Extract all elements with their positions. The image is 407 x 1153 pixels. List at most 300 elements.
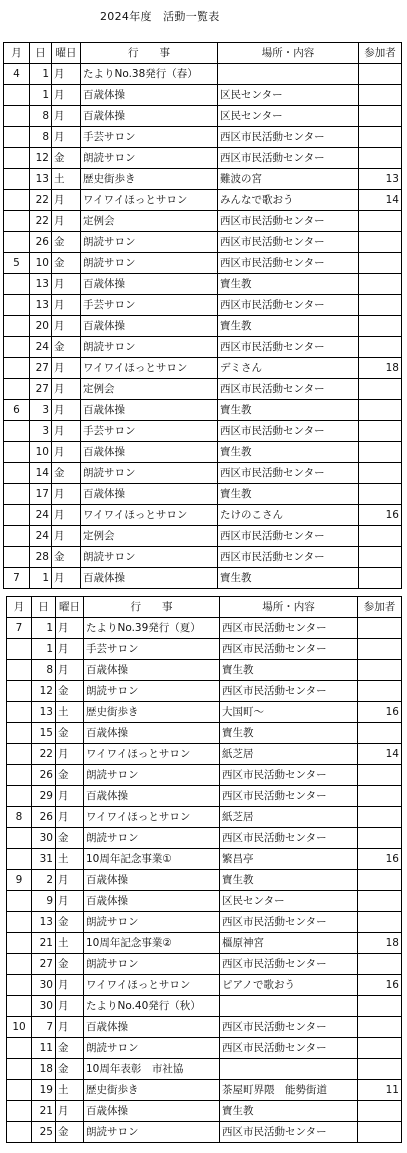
weekday-cell: 月	[52, 400, 81, 421]
weekday-cell: 土	[56, 933, 84, 954]
weekday-cell: 月	[52, 379, 81, 400]
event-cell: 朗読サロン	[81, 337, 218, 358]
table-row	[4, 148, 402, 169]
day-cell: 13	[32, 912, 56, 933]
weekday-cell: 土	[56, 702, 84, 723]
month-cell	[4, 232, 30, 253]
participants-cell	[358, 891, 402, 912]
day-cell: 13	[30, 295, 52, 316]
day-cell: 27	[30, 379, 52, 400]
month-cell	[4, 358, 30, 379]
event-cell: 朗読サロン	[84, 912, 220, 933]
month-cell	[7, 786, 32, 807]
place-cell: 大国町～	[220, 702, 358, 723]
event-cell: 歴史街歩き	[84, 702, 220, 723]
event-cell: 朗読サロン	[81, 463, 218, 484]
month-cell	[4, 148, 30, 169]
day-cell: 8	[32, 660, 56, 681]
month-cell	[7, 765, 32, 786]
weekday-cell: 月	[56, 996, 84, 1017]
month-cell	[4, 274, 30, 295]
month-cell	[4, 106, 30, 127]
day-cell: 7	[32, 1017, 56, 1038]
place-cell: 寶生教	[218, 484, 359, 505]
place-cell: 西区市民活動センター	[220, 786, 358, 807]
header-place: 場所・内容	[220, 597, 358, 618]
event-cell: 百歳体操	[84, 1017, 220, 1038]
event-cell: 百歳体操	[81, 316, 218, 337]
header-weekday: 曜日	[52, 43, 81, 64]
day-cell: 1	[30, 64, 52, 85]
header-event: 行 事	[81, 43, 218, 64]
event-cell: 百歳体操	[84, 891, 220, 912]
month-cell	[4, 127, 30, 148]
place-cell: 西区市民活動センター	[220, 1017, 358, 1038]
day-cell: 13	[32, 702, 56, 723]
weekday-cell: 土	[56, 849, 84, 870]
event-cell: たよりNo.38発行（春）	[81, 64, 218, 85]
participants-cell	[358, 639, 402, 660]
weekday-cell: 月	[52, 526, 81, 547]
event-cell: 定例会	[81, 379, 218, 400]
participants-cell: 16	[359, 505, 402, 526]
day-cell: 29	[32, 786, 56, 807]
event-cell: 百歳体操	[81, 85, 218, 106]
month-cell: 6	[4, 400, 30, 421]
participants-cell: 14	[358, 744, 402, 765]
participants-cell	[359, 379, 402, 400]
table-row	[4, 316, 402, 337]
participants-cell	[359, 316, 402, 337]
day-cell: 1	[32, 618, 56, 639]
participants-cell	[358, 912, 402, 933]
event-cell: ワイワイほっとサロン	[81, 358, 218, 379]
day-cell: 8	[30, 127, 52, 148]
event-cell: 朗読サロン	[81, 547, 218, 568]
table-row	[4, 127, 402, 148]
participants-cell: 16	[358, 702, 402, 723]
weekday-cell: 月	[52, 190, 81, 211]
month-cell	[4, 463, 30, 484]
weekday-cell: 金	[56, 912, 84, 933]
place-cell: 西区市民活動センター	[218, 421, 359, 442]
table-row	[4, 190, 402, 211]
participants-cell	[358, 1059, 402, 1080]
month-cell	[7, 891, 32, 912]
month-cell	[7, 828, 32, 849]
participants-cell	[359, 295, 402, 316]
place-cell: 西区市民活動センター	[220, 954, 358, 975]
weekday-cell: 月	[52, 85, 81, 106]
month-cell	[7, 1101, 32, 1122]
place-cell: 西区市民活動センター	[220, 1038, 358, 1059]
event-cell: 朗読サロン	[81, 148, 218, 169]
day-cell: 8	[30, 106, 52, 127]
month-cell	[4, 337, 30, 358]
event-cell: 朗読サロン	[84, 1122, 220, 1143]
place-cell: 西区市民活動センター	[218, 232, 359, 253]
weekday-cell: 月	[56, 807, 84, 828]
day-cell: 30	[32, 828, 56, 849]
weekday-cell: 金	[52, 337, 81, 358]
weekday-cell: 月	[56, 1017, 84, 1038]
event-cell: 百歳体操	[84, 723, 220, 744]
place-cell: 西区市民活動センター	[218, 148, 359, 169]
table-row	[4, 421, 402, 442]
day-cell: 17	[30, 484, 52, 505]
event-cell: 朗読サロン	[84, 954, 220, 975]
day-cell: 24	[30, 505, 52, 526]
table-row	[4, 85, 402, 106]
event-cell: 10周年記念事業②	[84, 933, 220, 954]
table-row	[4, 463, 402, 484]
header-day: 日	[30, 43, 52, 64]
weekday-cell: 土	[56, 1080, 84, 1101]
month-cell	[7, 639, 32, 660]
schedule-table-1	[3, 42, 402, 589]
month-cell	[4, 484, 30, 505]
header-weekday: 曜日	[56, 597, 84, 618]
table-row	[7, 1038, 402, 1059]
participants-cell: 18	[358, 933, 402, 954]
table-row	[7, 870, 402, 891]
table-row	[7, 1122, 402, 1143]
table-row	[7, 1017, 402, 1038]
participants-cell	[358, 996, 402, 1017]
place-cell: 西区市民活動センター	[220, 639, 358, 660]
weekday-cell: 月	[56, 660, 84, 681]
participants-cell	[358, 660, 402, 681]
participants-cell	[359, 253, 402, 274]
table-header-row	[7, 597, 402, 618]
table-row	[4, 484, 402, 505]
table-row	[4, 232, 402, 253]
weekday-cell: 金	[56, 1059, 84, 1080]
table-row	[4, 106, 402, 127]
participants-cell	[358, 1038, 402, 1059]
table-row	[4, 64, 402, 85]
month-cell	[7, 702, 32, 723]
header-day: 日	[32, 597, 56, 618]
weekday-cell: 土	[52, 169, 81, 190]
month-cell: 8	[7, 807, 32, 828]
participants-cell	[359, 232, 402, 253]
weekday-cell: 月	[52, 295, 81, 316]
month-cell	[7, 1122, 32, 1143]
day-cell: 27	[32, 954, 56, 975]
month-cell	[7, 723, 32, 744]
participants-cell	[358, 1101, 402, 1122]
table-row	[4, 274, 402, 295]
event-cell: 10周年記念事業①	[84, 849, 220, 870]
table-row	[4, 211, 402, 232]
participants-cell	[359, 463, 402, 484]
weekday-cell: 金	[56, 954, 84, 975]
weekday-cell: 月	[52, 442, 81, 463]
event-cell: 10周年表彰 市社協	[84, 1059, 220, 1080]
table-row	[7, 933, 402, 954]
participants-cell	[358, 1017, 402, 1038]
participants-cell	[358, 807, 402, 828]
place-cell: 西区市民活動センター	[218, 253, 359, 274]
day-cell: 26	[30, 232, 52, 253]
day-cell: 2	[32, 870, 56, 891]
table-row	[7, 954, 402, 975]
month-cell	[7, 954, 32, 975]
month-cell: 9	[7, 870, 32, 891]
place-cell: みんなで歌おう	[218, 190, 359, 211]
weekday-cell: 月	[52, 106, 81, 127]
place-cell: たけのこさん	[218, 505, 359, 526]
day-cell: 14	[30, 463, 52, 484]
month-cell	[7, 1038, 32, 1059]
place-cell	[218, 64, 359, 85]
place-cell: 西区市民活動センター	[218, 295, 359, 316]
place-cell: 区民センター	[220, 891, 358, 912]
month-cell	[7, 681, 32, 702]
weekday-cell: 金	[52, 547, 81, 568]
table-row	[7, 681, 402, 702]
participants-cell	[359, 127, 402, 148]
day-cell: 1	[30, 568, 52, 589]
place-cell: 西区市民活動センター	[218, 547, 359, 568]
place-cell: 紙芝居	[220, 744, 358, 765]
table-row	[7, 1059, 402, 1080]
participants-cell: 13	[359, 169, 402, 190]
weekday-cell: 月	[52, 421, 81, 442]
weekday-cell: 金	[56, 681, 84, 702]
event-cell: 百歳体操	[81, 484, 218, 505]
event-cell: 手芸サロン	[84, 639, 220, 660]
header-place: 場所・内容	[218, 43, 359, 64]
place-cell: 西区市民活動センター	[220, 681, 358, 702]
table-row	[4, 568, 402, 589]
month-cell	[7, 849, 32, 870]
participants-cell	[359, 211, 402, 232]
place-cell: 寶生教	[218, 316, 359, 337]
header-participants: 参加者	[358, 597, 402, 618]
place-cell: 寶生教	[220, 660, 358, 681]
event-cell: 定例会	[81, 526, 218, 547]
weekday-cell: 月	[52, 127, 81, 148]
table-header-row	[4, 43, 402, 64]
month-cell	[4, 442, 30, 463]
header-event: 行 事	[84, 597, 220, 618]
day-cell: 3	[30, 421, 52, 442]
participants-cell	[358, 870, 402, 891]
participants-cell	[359, 85, 402, 106]
table-row	[7, 1080, 402, 1101]
event-cell: 百歳体操	[84, 786, 220, 807]
place-cell: 西区市民活動センター	[220, 1122, 358, 1143]
month-cell: 4	[4, 64, 30, 85]
month-cell	[4, 295, 30, 316]
event-cell: たよりNo.39発行（夏）	[84, 618, 220, 639]
event-cell: ワイワイほっとサロン	[84, 975, 220, 996]
month-cell: 5	[4, 253, 30, 274]
participants-cell	[359, 274, 402, 295]
place-cell: 西区市民活動センター	[218, 463, 359, 484]
participants-cell: 11	[358, 1080, 402, 1101]
event-cell: 百歳体操	[84, 1101, 220, 1122]
day-cell: 24	[30, 526, 52, 547]
participants-cell: 14	[359, 190, 402, 211]
weekday-cell: 月	[52, 274, 81, 295]
weekday-cell: 月	[56, 618, 84, 639]
day-cell: 19	[32, 1080, 56, 1101]
event-cell: 百歳体操	[84, 660, 220, 681]
day-cell: 22	[32, 744, 56, 765]
place-cell: 寶生教	[218, 442, 359, 463]
event-cell: ワイワイほっとサロン	[84, 807, 220, 828]
place-cell: 寶生教	[218, 400, 359, 421]
place-cell: 西区市民活動センター	[220, 912, 358, 933]
month-cell	[7, 1059, 32, 1080]
participants-cell	[359, 337, 402, 358]
place-cell: 難波の宮	[218, 169, 359, 190]
day-cell: 22	[30, 190, 52, 211]
place-cell: 西区市民活動センター	[220, 765, 358, 786]
participants-cell	[358, 828, 402, 849]
participants-cell	[358, 723, 402, 744]
table-row	[4, 337, 402, 358]
table-row	[4, 358, 402, 379]
month-cell: 7	[4, 568, 30, 589]
weekday-cell: 金	[56, 828, 84, 849]
table-row	[7, 996, 402, 1017]
day-cell: 13	[30, 169, 52, 190]
month-cell	[7, 933, 32, 954]
weekday-cell: 金	[52, 148, 81, 169]
participants-cell	[358, 786, 402, 807]
table-row	[7, 975, 402, 996]
participants-cell	[358, 765, 402, 786]
day-cell: 25	[32, 1122, 56, 1143]
place-cell: 西区市民活動センター	[218, 211, 359, 232]
participants-cell	[358, 954, 402, 975]
place-cell: 区民センター	[218, 85, 359, 106]
month-cell	[4, 547, 30, 568]
event-cell: 手芸サロン	[81, 295, 218, 316]
event-cell: 朗読サロン	[84, 681, 220, 702]
table-row	[7, 702, 402, 723]
weekday-cell: 月	[52, 358, 81, 379]
event-cell: ワイワイほっとサロン	[81, 190, 218, 211]
event-cell: 百歳体操	[81, 568, 218, 589]
event-cell: ワイワイほっとサロン	[81, 505, 218, 526]
header-participants: 参加者	[359, 43, 402, 64]
place-cell	[220, 1059, 358, 1080]
event-cell: 歴史街歩き	[84, 1080, 220, 1101]
weekday-cell: 金	[52, 463, 81, 484]
table-row	[7, 786, 402, 807]
place-cell: 寶生教	[220, 723, 358, 744]
weekday-cell: 月	[56, 786, 84, 807]
month-cell	[4, 211, 30, 232]
month-cell	[4, 526, 30, 547]
participants-cell	[358, 1122, 402, 1143]
place-cell: 西区市民活動センター	[218, 526, 359, 547]
day-cell: 3	[30, 400, 52, 421]
table-row	[4, 505, 402, 526]
day-cell: 10	[30, 253, 52, 274]
weekday-cell: 月	[52, 568, 81, 589]
month-cell	[4, 316, 30, 337]
month-cell: 10	[7, 1017, 32, 1038]
participants-cell	[359, 547, 402, 568]
event-cell: 手芸サロン	[81, 421, 218, 442]
day-cell: 31	[32, 849, 56, 870]
event-cell: 百歳体操	[81, 400, 218, 421]
weekday-cell: 月	[52, 64, 81, 85]
day-cell: 21	[32, 1101, 56, 1122]
day-cell: 26	[32, 765, 56, 786]
place-cell: 寶生教	[220, 1101, 358, 1122]
schedule-body-1	[4, 64, 402, 589]
table-row	[7, 891, 402, 912]
table-row	[4, 547, 402, 568]
place-cell: 紙芝居	[220, 807, 358, 828]
participants-cell	[359, 148, 402, 169]
event-cell: 百歳体操	[81, 274, 218, 295]
participants-cell	[359, 484, 402, 505]
day-cell: 27	[30, 358, 52, 379]
participants-cell: 16	[358, 975, 402, 996]
weekday-cell: 金	[56, 1122, 84, 1143]
event-cell: たよりNo.40発行（秋）	[84, 996, 220, 1017]
participants-cell	[359, 526, 402, 547]
weekday-cell: 金	[56, 1038, 84, 1059]
participants-cell	[359, 64, 402, 85]
day-cell: 1	[32, 639, 56, 660]
table-row	[7, 618, 402, 639]
month-cell: 7	[7, 618, 32, 639]
place-cell: デミさん	[218, 358, 359, 379]
header-month: 月	[7, 597, 32, 618]
day-cell: 30	[32, 996, 56, 1017]
schedule-body-2	[7, 618, 402, 1143]
weekday-cell: 金	[56, 765, 84, 786]
day-cell: 12	[30, 148, 52, 169]
table-row	[7, 639, 402, 660]
place-cell: 西区市民活動センター	[218, 337, 359, 358]
weekday-cell: 月	[52, 316, 81, 337]
day-cell: 13	[30, 274, 52, 295]
event-cell: 歴史街歩き	[81, 169, 218, 190]
weekday-cell: 月	[52, 211, 81, 232]
participants-cell	[359, 400, 402, 421]
day-cell: 9	[32, 891, 56, 912]
participants-cell	[358, 681, 402, 702]
table-row	[4, 295, 402, 316]
table-row	[7, 807, 402, 828]
place-cell: 寶生教	[220, 870, 358, 891]
weekday-cell: 月	[56, 639, 84, 660]
month-cell	[4, 421, 30, 442]
table-row	[7, 828, 402, 849]
table-row	[4, 253, 402, 274]
day-cell: 21	[32, 933, 56, 954]
participants-cell	[359, 106, 402, 127]
table-row	[4, 400, 402, 421]
table-row	[4, 379, 402, 400]
table-row	[7, 723, 402, 744]
place-cell: 西区市民活動センター	[220, 828, 358, 849]
day-cell: 24	[30, 337, 52, 358]
event-cell: 朗読サロン	[84, 1038, 220, 1059]
table-row	[7, 744, 402, 765]
month-cell	[7, 660, 32, 681]
